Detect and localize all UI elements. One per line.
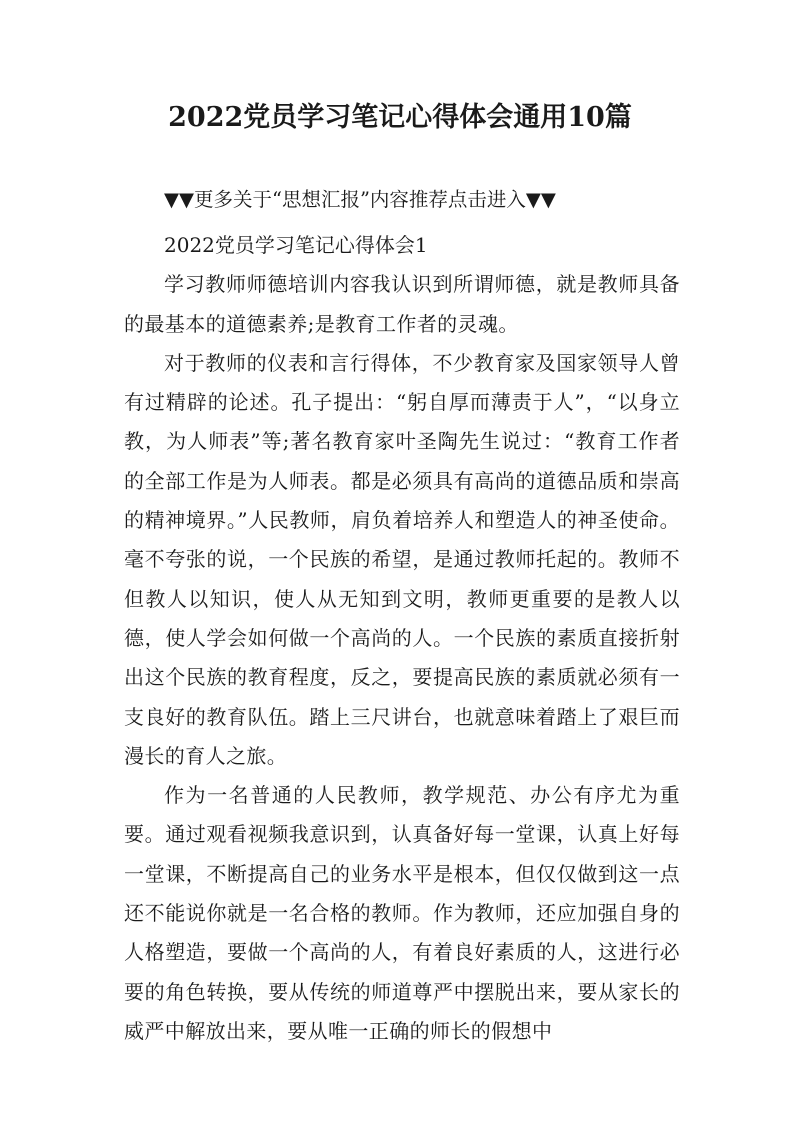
paragraph: 学习教师师德培训内容我认识到所谓师德，就是教师具备的最基本的道德素养;是教育工作者的灵魂。 — [124, 272, 680, 336]
recommend-link[interactable]: ▼▼更多关于“思想汇报”内容推荐点击进入▼▼ — [164, 188, 556, 211]
paragraph: 作为一名普通的人民教师，教学规范、办公有序尤为重要。通过观看视频我意识到，认真备好每一堂课，认真上好每一堂课，不断提高自己的业务水平是根本，但仅仅做到这一点还不能说你就是一名合格的教师。作为教师，还应加强自身的人格塑造，要做一个高尚的人，有着良好素质的人，这进行必要的角色转换，要从传统的师道尊严中摆脱出来，要从家长的威严中解放出来，要从唯一正确的师长的假想中 — [124, 783, 680, 1043]
paragraph: 对于教师的仪表和言行得体，不少教育家及国家领导人曾有过精辟的论述。孔子提出：“躬自厚而薄责于人”，“以身立教，为人师表”等;著名教育家叶圣陶先生说过：“教育工作者的全部工作是为人师表。都是必须具有高尚的道德品质和崇高的精神境界。”人民教师，肩负着培养人和塑造人的神圣使命。毫不夸张的说，一个民族的希望，是通过教师托起的。教师不但教人以知识，使人从无知到文明，教师更重要的是教人以德，使人学会如何做一个高尚的人。一个民族的素质直接折射出这个民族的教育程度，反之，要提高民族的素质就必须有一支良好的教育队伍。踏上三尺讲台，也就意味着踏上了艰巨而漫长的育人之旅。 — [124, 350, 680, 768]
document-title: 2022党员学习笔记心得体会通用10篇 — [168, 102, 632, 133]
document-body — [124, 226, 680, 1051]
section-heading: 2022党员学习笔记心得体会1 — [164, 233, 428, 257]
